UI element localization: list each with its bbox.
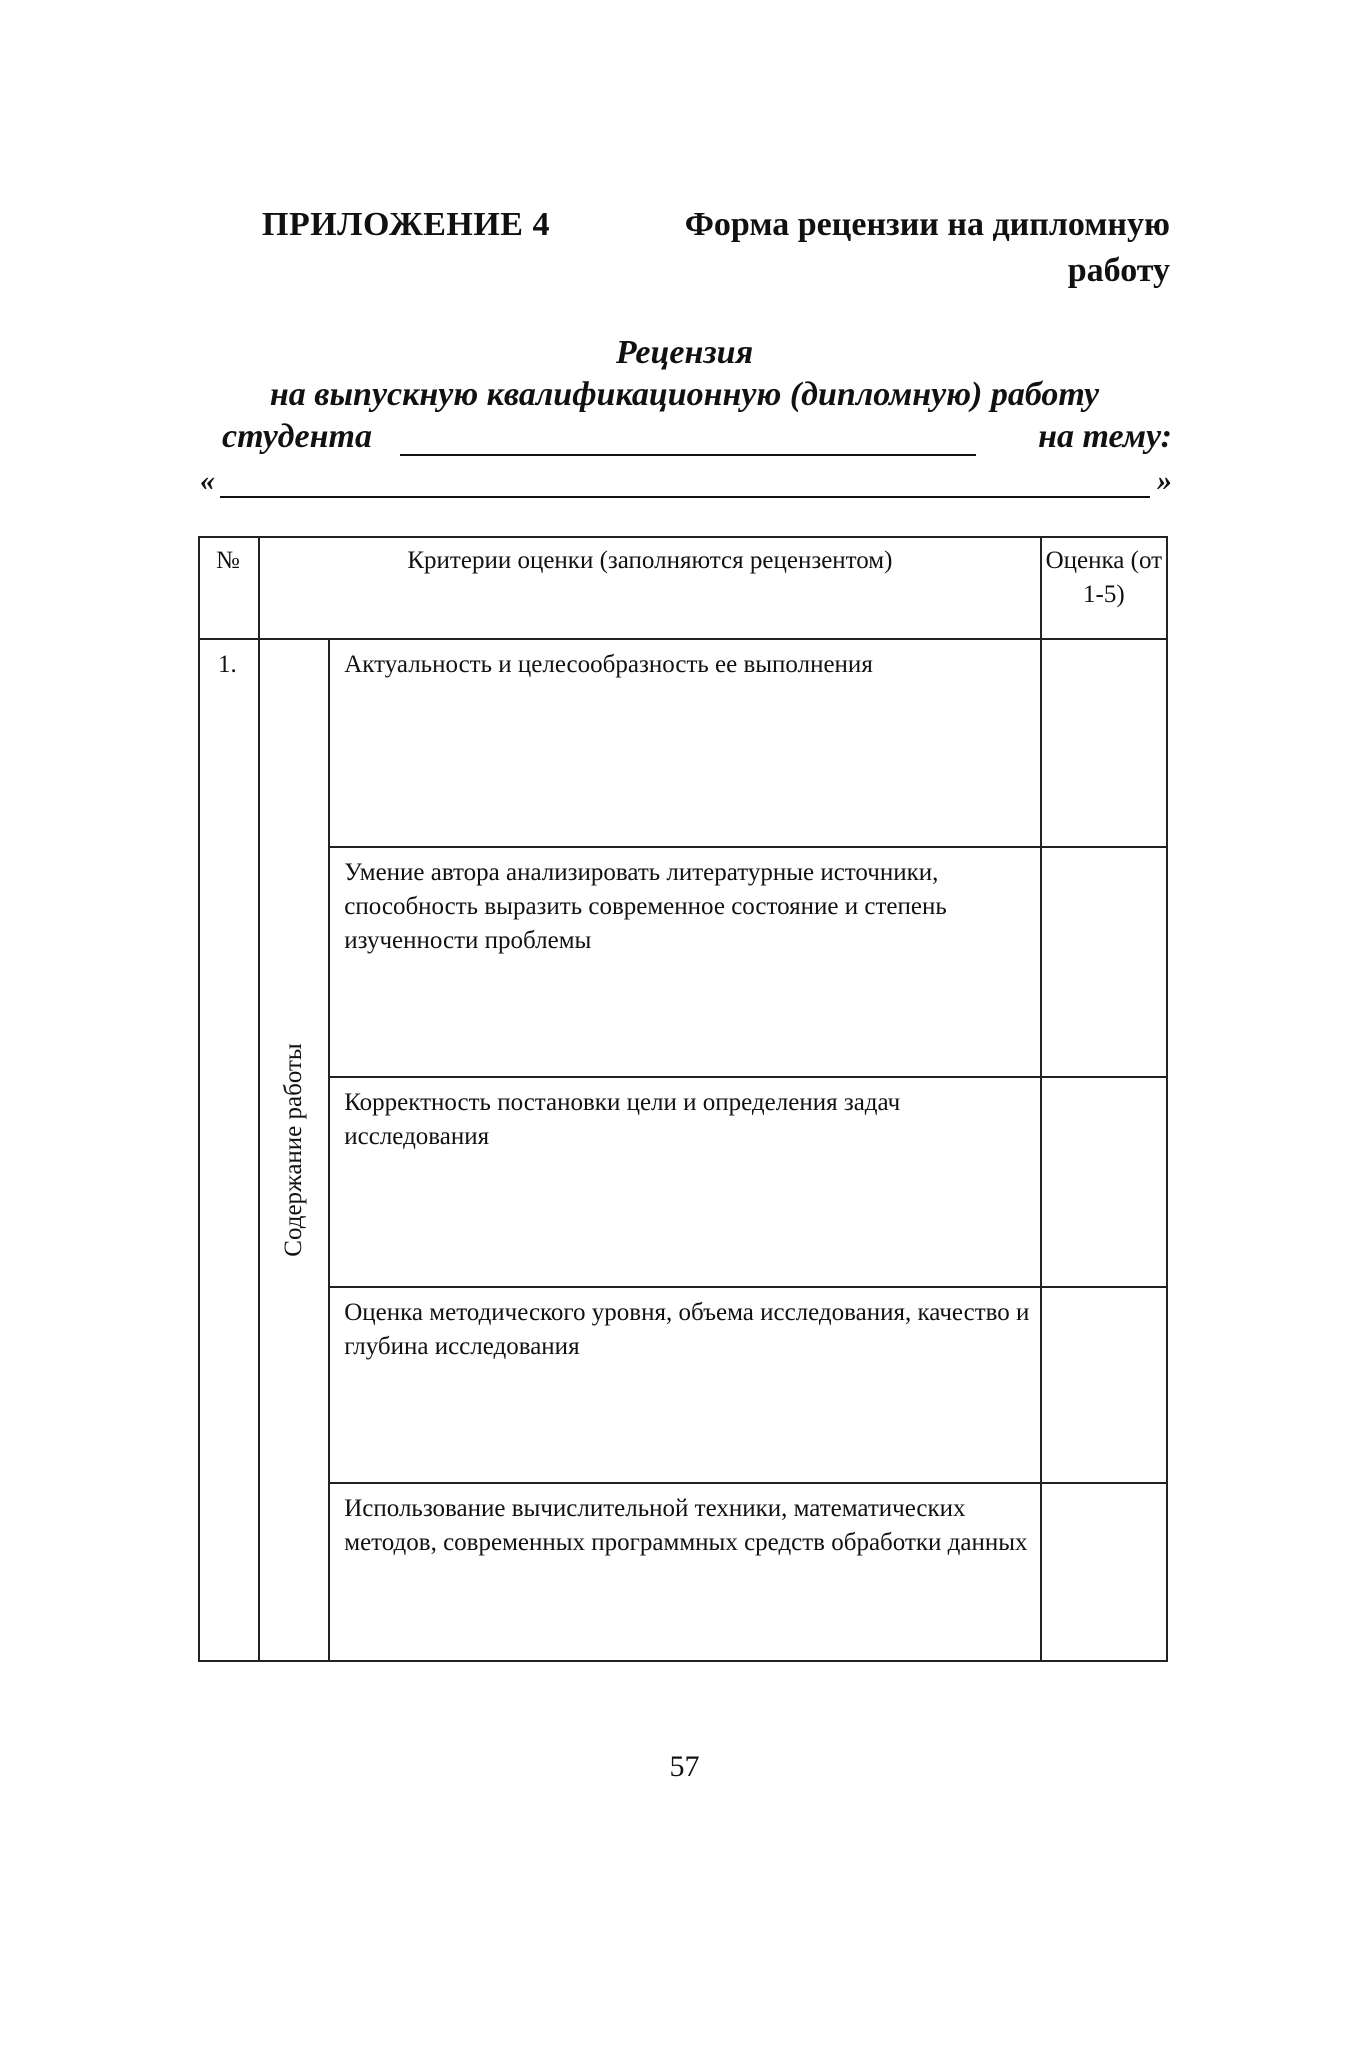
topic-blank[interactable] bbox=[220, 496, 1150, 498]
table-row bbox=[199, 639, 1167, 847]
criterion-text: Использование вычислительной техники, математических методов, современных программных средств обработки данных bbox=[329, 1483, 1040, 1661]
table-row bbox=[199, 1483, 1167, 1661]
criterion-text: Актуальность и целесообразность ее выполнения bbox=[329, 639, 1040, 847]
header-criteria: Критерии оценки (заполняются рецензентом) bbox=[259, 537, 1041, 639]
score-cell[interactable] bbox=[1041, 847, 1167, 1077]
table-row bbox=[199, 1077, 1167, 1287]
score-cell[interactable] bbox=[1041, 1287, 1167, 1483]
page-number: 57 bbox=[669, 1750, 700, 1783]
score-cell[interactable] bbox=[1041, 639, 1167, 847]
table-row bbox=[199, 847, 1167, 1077]
group-label: Содержание работы bbox=[280, 1043, 308, 1257]
topic-label: на тему: bbox=[1038, 418, 1172, 455]
table-header-row bbox=[199, 537, 1167, 639]
form-title-line-2: работу bbox=[1067, 252, 1170, 289]
review-subtitle: на выпускную квалификационную (дипломную) работу bbox=[269, 376, 1100, 413]
row-number: 1. bbox=[199, 639, 259, 1661]
student-name-blank[interactable] bbox=[400, 454, 976, 456]
student-label: студента bbox=[222, 418, 372, 455]
appendix-label: ПРИЛОЖЕНИЕ 4 bbox=[262, 206, 550, 243]
quote-close: » bbox=[1157, 464, 1172, 497]
score-cell[interactable] bbox=[1041, 1483, 1167, 1661]
criterion-text: Оценка методического уровня, объема исследования, качество и глубина исследования bbox=[329, 1287, 1040, 1483]
table-row bbox=[199, 1287, 1167, 1483]
criterion-text: Умение автора анализировать литературные источники, способность выразить современное состояние и степень изученности проблемы bbox=[329, 847, 1040, 1077]
review-criteria-table bbox=[198, 536, 1168, 1662]
group-cell bbox=[259, 639, 329, 1661]
form-title-line-1: Форма рецензии на дипломную bbox=[684, 206, 1170, 243]
student-line bbox=[222, 418, 1172, 458]
score-cell[interactable] bbox=[1041, 1077, 1167, 1287]
header-score: Оценка (от 1-5) bbox=[1041, 537, 1167, 639]
header-number: № bbox=[199, 537, 259, 639]
criterion-text: Корректность постановки цели и определения задач исследования bbox=[329, 1077, 1040, 1287]
topic-line bbox=[200, 464, 1172, 504]
quote-open: « bbox=[200, 464, 215, 497]
review-title: Рецензия bbox=[615, 334, 754, 371]
